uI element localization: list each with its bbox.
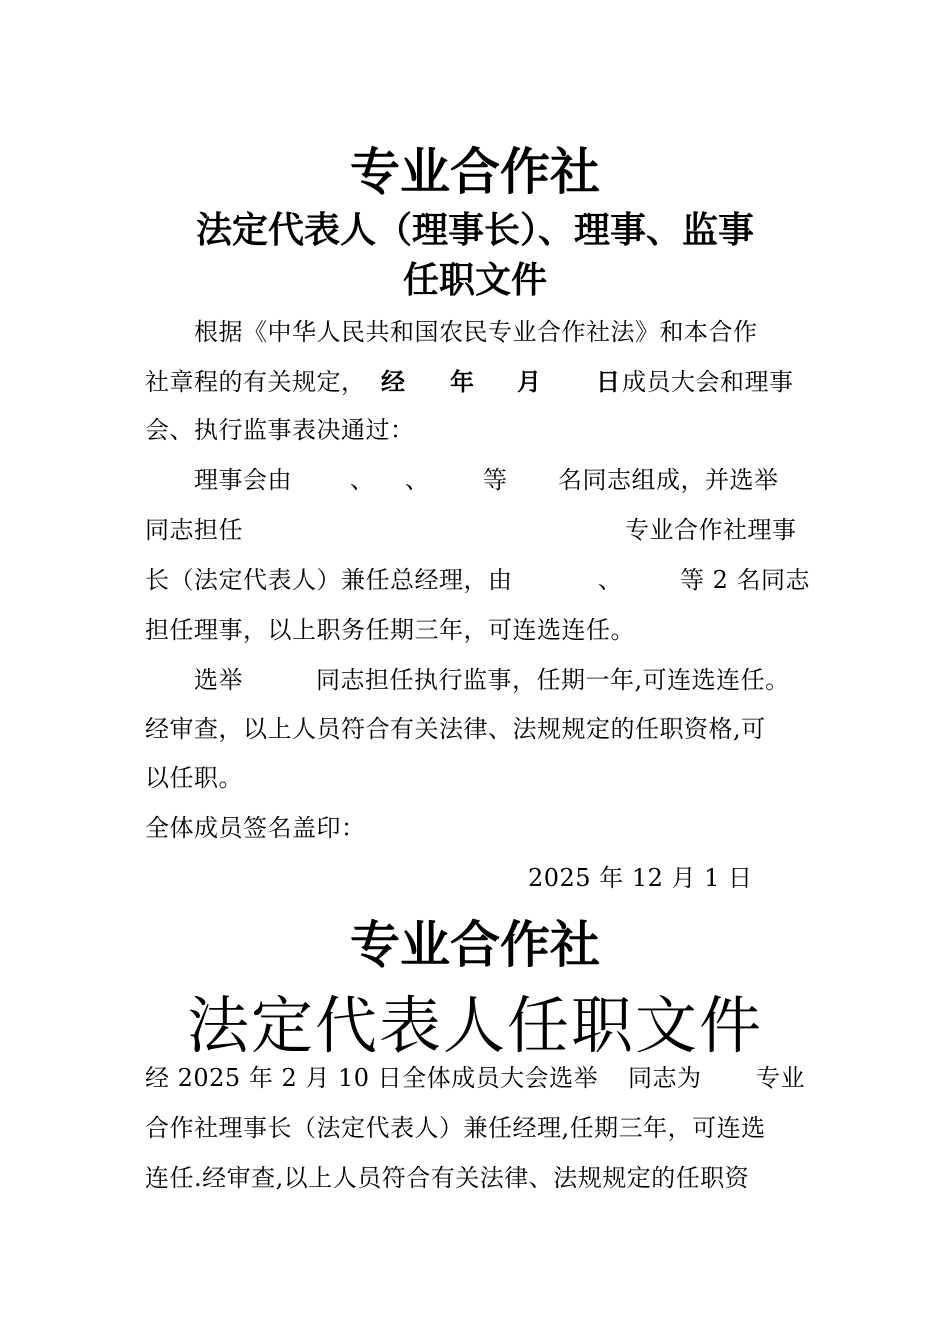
doc2-line1-b: 同志为 (628, 1064, 702, 1092)
doc2-line3: 连任.经审查,以上人员符合有关法律、法规规定的任职资 (145, 1164, 750, 1192)
doc1-subtitle-2: 任职文件 (402, 260, 547, 301)
signature-label: 全体成员签名盖印： (145, 814, 366, 842)
doc2-line1-c: 专业 (756, 1064, 805, 1092)
para2-line3-a: 长（法定代表人）兼任总经理，由 (145, 566, 513, 594)
para3-line1-b: 同志担任执行监事，任期一年,可连选连任。 (316, 666, 790, 694)
doc1-subtitle: 法定代表人（理事长）、理事、监事 (195, 210, 754, 251)
para3-line2: 经审查，以上人员符合有关法律、法规规定的任职资格,可 (145, 715, 766, 743)
para1-line2-start: 社章程的有关规定， (145, 368, 366, 396)
para2-line3-c: 等 2 名同志 (680, 566, 811, 594)
para1-year: 年 (450, 367, 475, 396)
para1-line2-end: 成员大会和理事 (622, 368, 794, 396)
para2-line1-a: 理事会由 (194, 466, 292, 494)
para3-line3: 以任职。 (145, 764, 243, 792)
para2-line1-deng: 等 (483, 466, 508, 494)
doc2-line1-a: 经 2025 年 2 月 10 日全体成员大会选举 (145, 1064, 599, 1092)
para2-line1-e: 名同志组成，并选举 (558, 466, 779, 494)
para2-line2-b: 专业合作社理事 (625, 516, 797, 544)
para1-jing: 经 (381, 367, 406, 396)
para2-line4: 担任理事，以上职务任期三年，可连选连任。 (145, 616, 635, 644)
doc1-title: 专业合作社 (350, 143, 600, 201)
para2-line3-sep: 、 (598, 566, 623, 594)
para2-line1-sep1: 、 (350, 466, 375, 494)
doc2-big-title: 法定代表人任职文件 (186, 989, 763, 1062)
para1-month: 月 (517, 367, 542, 396)
para1-line3: 会、执行监事表决通过： (145, 416, 415, 444)
para2-line2-a: 同志担任 (145, 516, 243, 544)
para2-line1-sep2: 、 (405, 466, 430, 494)
doc2-line2: 合作社理事长（法定代表人）兼任经理,任期三年，可连选 (145, 1114, 766, 1142)
para1-line1: 根据《中华人民共和国农民专业合作社法》和本合作 (194, 318, 758, 346)
para3-line1-a: 选举 (194, 666, 243, 694)
doc2-title: 专业合作社 (350, 916, 600, 974)
doc1-date: 2025 年 12 月 1 日 (528, 864, 753, 892)
para1-day: 日 (596, 367, 621, 396)
